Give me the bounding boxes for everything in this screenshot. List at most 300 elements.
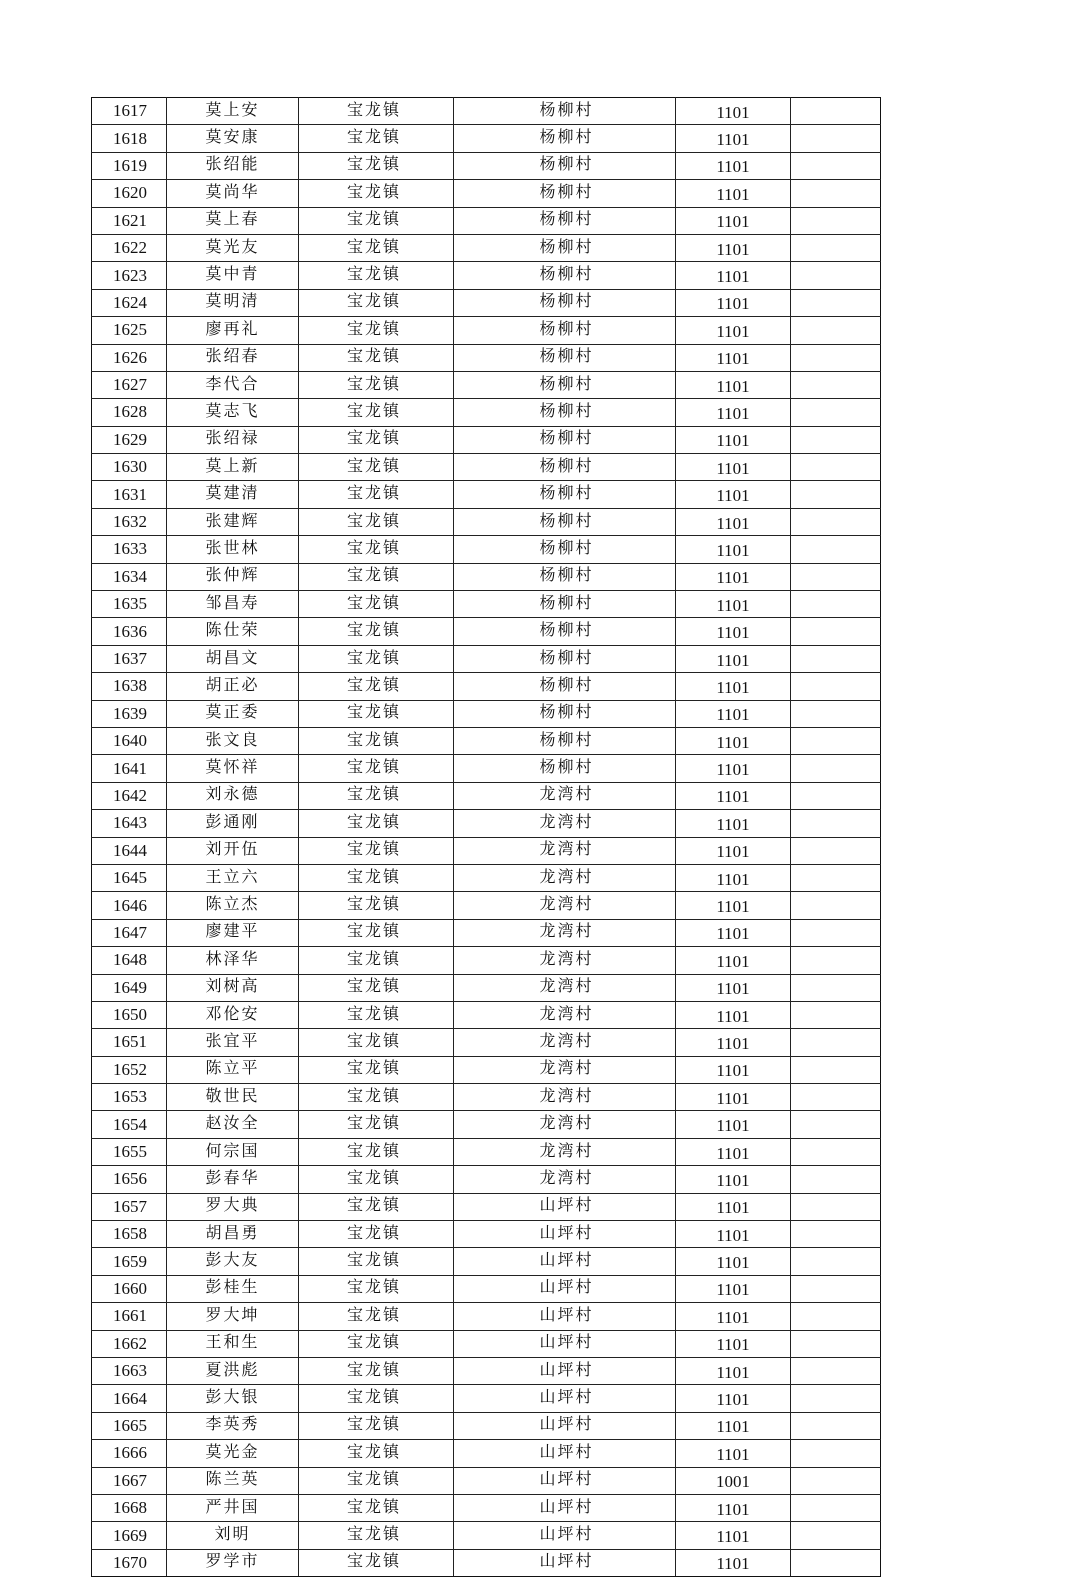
- code-cell: 1101: [676, 1221, 791, 1248]
- table-row: [92, 1001, 881, 1028]
- village-cell: 龙湾村: [454, 837, 676, 864]
- town-cell: 宝龙镇: [299, 1412, 454, 1439]
- name-cell: 李英秀: [167, 1412, 299, 1439]
- village-cell: 杨柳村: [454, 700, 676, 727]
- name-cell: 王和生: [167, 1330, 299, 1357]
- row-number-cell: 1664: [92, 1385, 167, 1412]
- name-cell: 邓伦安: [167, 1001, 299, 1028]
- row-number-cell: 1652: [92, 1056, 167, 1083]
- row-number-cell: 1653: [92, 1084, 167, 1111]
- code-cell: 1101: [676, 1193, 791, 1220]
- note-cell: [791, 1494, 881, 1521]
- town-cell: 宝龙镇: [299, 536, 454, 563]
- row-number-cell: 1650: [92, 1001, 167, 1028]
- town-cell: 宝龙镇: [299, 864, 454, 891]
- row-number-cell: 1645: [92, 864, 167, 891]
- name-cell: 莫明清: [167, 289, 299, 316]
- town-cell: 宝龙镇: [299, 1275, 454, 1302]
- row-number-cell: 1669: [92, 1522, 167, 1549]
- village-cell: 山坪村: [454, 1330, 676, 1357]
- code-cell: 1101: [676, 591, 791, 618]
- table-row: [92, 591, 881, 618]
- table-row: [92, 563, 881, 590]
- note-cell: [791, 1056, 881, 1083]
- town-cell: 宝龙镇: [299, 1549, 454, 1576]
- table-row: [92, 344, 881, 371]
- village-cell: 龙湾村: [454, 974, 676, 1001]
- row-number-cell: 1628: [92, 399, 167, 426]
- name-cell: 夏洪彪: [167, 1357, 299, 1384]
- code-cell: 1101: [676, 1522, 791, 1549]
- town-cell: 宝龙镇: [299, 727, 454, 754]
- note-cell: [791, 1111, 881, 1138]
- town-cell: 宝龙镇: [299, 98, 454, 125]
- row-number-cell: 1638: [92, 673, 167, 700]
- name-cell: 赵汝全: [167, 1111, 299, 1138]
- table-row: [92, 536, 881, 563]
- code-cell: 1101: [676, 974, 791, 1001]
- table-row: [92, 1029, 881, 1056]
- row-number-cell: 1659: [92, 1248, 167, 1275]
- name-cell: 张绍能: [167, 152, 299, 179]
- row-number-cell: 1634: [92, 563, 167, 590]
- name-cell: 张宜平: [167, 1029, 299, 1056]
- name-cell: 罗大典: [167, 1193, 299, 1220]
- note-cell: [791, 1275, 881, 1302]
- table-row: [92, 947, 881, 974]
- name-cell: 陈立杰: [167, 892, 299, 919]
- code-cell: 1101: [676, 864, 791, 891]
- code-cell: 1101: [676, 1494, 791, 1521]
- table-row: [92, 289, 881, 316]
- row-number-cell: 1649: [92, 974, 167, 1001]
- town-cell: 宝龙镇: [299, 508, 454, 535]
- table-row: [92, 98, 881, 125]
- name-cell: 张绍禄: [167, 426, 299, 453]
- note-cell: [791, 974, 881, 1001]
- row-number-cell: 1640: [92, 727, 167, 754]
- code-cell: 1101: [676, 1029, 791, 1056]
- code-cell: 1101: [676, 1357, 791, 1384]
- code-cell: 1101: [676, 1056, 791, 1083]
- town-cell: 宝龙镇: [299, 947, 454, 974]
- note-cell: [791, 755, 881, 782]
- row-number-cell: 1667: [92, 1467, 167, 1494]
- town-cell: 宝龙镇: [299, 1193, 454, 1220]
- code-cell: 1101: [676, 1412, 791, 1439]
- village-cell: 杨柳村: [454, 180, 676, 207]
- name-cell: 莫上春: [167, 207, 299, 234]
- table-row: [92, 864, 881, 891]
- village-cell: 山坪村: [454, 1522, 676, 1549]
- town-cell: 宝龙镇: [299, 262, 454, 289]
- code-cell: 1101: [676, 98, 791, 125]
- town-cell: 宝龙镇: [299, 563, 454, 590]
- note-cell: [791, 180, 881, 207]
- town-cell: 宝龙镇: [299, 1330, 454, 1357]
- row-number-cell: 1624: [92, 289, 167, 316]
- code-cell: 1101: [676, 262, 791, 289]
- town-cell: 宝龙镇: [299, 1138, 454, 1165]
- row-number-cell: 1651: [92, 1029, 167, 1056]
- table-row: [92, 1357, 881, 1384]
- note-cell: [791, 782, 881, 809]
- name-cell: 彭通刚: [167, 810, 299, 837]
- code-cell: 1101: [676, 892, 791, 919]
- code-cell: 1101: [676, 536, 791, 563]
- row-number-cell: 1647: [92, 919, 167, 946]
- town-cell: 宝龙镇: [299, 1522, 454, 1549]
- name-cell: 陈兰英: [167, 1467, 299, 1494]
- table-row: [92, 645, 881, 672]
- code-cell: 1101: [676, 1385, 791, 1412]
- table-row: [92, 1385, 881, 1412]
- name-cell: 刘开伍: [167, 837, 299, 864]
- name-cell: 邹昌寿: [167, 591, 299, 618]
- note-cell: [791, 1385, 881, 1412]
- village-cell: 山坪村: [454, 1221, 676, 1248]
- name-cell: 罗大坤: [167, 1303, 299, 1330]
- table-row: [92, 782, 881, 809]
- village-cell: 山坪村: [454, 1467, 676, 1494]
- note-cell: [791, 947, 881, 974]
- note-cell: [791, 1138, 881, 1165]
- code-cell: 1101: [676, 1330, 791, 1357]
- town-cell: 宝龙镇: [299, 618, 454, 645]
- name-cell: 胡昌勇: [167, 1221, 299, 1248]
- town-cell: 宝龙镇: [299, 974, 454, 1001]
- code-cell: 1101: [676, 454, 791, 481]
- row-number-cell: 1639: [92, 700, 167, 727]
- note-cell: [791, 1166, 881, 1193]
- code-cell: 1101: [676, 1001, 791, 1028]
- table-row: [92, 974, 881, 1001]
- name-cell: 陈仕荣: [167, 618, 299, 645]
- town-cell: 宝龙镇: [299, 1056, 454, 1083]
- name-cell: 胡昌文: [167, 645, 299, 672]
- note-cell: [791, 1549, 881, 1576]
- village-cell: 杨柳村: [454, 727, 676, 754]
- table-row: [92, 234, 881, 261]
- note-cell: [791, 289, 881, 316]
- note-cell: [791, 508, 881, 535]
- table-row: [92, 727, 881, 754]
- village-cell: 山坪村: [454, 1385, 676, 1412]
- note-cell: [791, 1522, 881, 1549]
- name-cell: 莫安康: [167, 125, 299, 152]
- table-row: [92, 1056, 881, 1083]
- note-cell: [791, 317, 881, 344]
- town-cell: 宝龙镇: [299, 919, 454, 946]
- village-cell: 龙湾村: [454, 1111, 676, 1138]
- note-cell: [791, 864, 881, 891]
- row-number-cell: 1621: [92, 207, 167, 234]
- note-cell: [791, 207, 881, 234]
- row-number-cell: 1623: [92, 262, 167, 289]
- name-cell: 莫光金: [167, 1440, 299, 1467]
- row-number-cell: 1618: [92, 125, 167, 152]
- table-row: [92, 125, 881, 152]
- note-cell: [791, 125, 881, 152]
- row-number-cell: 1635: [92, 591, 167, 618]
- row-number-cell: 1661: [92, 1303, 167, 1330]
- row-number-cell: 1619: [92, 152, 167, 179]
- row-number-cell: 1626: [92, 344, 167, 371]
- town-cell: 宝龙镇: [299, 700, 454, 727]
- note-cell: [791, 727, 881, 754]
- row-number-cell: 1625: [92, 317, 167, 344]
- town-cell: 宝龙镇: [299, 1494, 454, 1521]
- village-cell: 杨柳村: [454, 234, 676, 261]
- code-cell: 1101: [676, 180, 791, 207]
- village-cell: 龙湾村: [454, 1138, 676, 1165]
- table-row: [92, 1166, 881, 1193]
- code-cell: 1101: [676, 810, 791, 837]
- village-cell: 杨柳村: [454, 371, 676, 398]
- village-cell: 龙湾村: [454, 864, 676, 891]
- code-cell: 1101: [676, 947, 791, 974]
- village-cell: 龙湾村: [454, 1029, 676, 1056]
- table-row: [92, 371, 881, 398]
- note-cell: [791, 262, 881, 289]
- village-cell: 杨柳村: [454, 125, 676, 152]
- name-cell: 张文良: [167, 727, 299, 754]
- town-cell: 宝龙镇: [299, 1084, 454, 1111]
- row-number-cell: 1656: [92, 1166, 167, 1193]
- code-cell: 1101: [676, 125, 791, 152]
- village-cell: 杨柳村: [454, 426, 676, 453]
- code-cell: 1101: [676, 371, 791, 398]
- table-row: [92, 1248, 881, 1275]
- row-number-cell: 1666: [92, 1440, 167, 1467]
- name-cell: 莫怀祥: [167, 755, 299, 782]
- town-cell: 宝龙镇: [299, 645, 454, 672]
- town-cell: 宝龙镇: [299, 591, 454, 618]
- name-cell: 刘永德: [167, 782, 299, 809]
- table-row: [92, 207, 881, 234]
- town-cell: 宝龙镇: [299, 344, 454, 371]
- table-row: [92, 1138, 881, 1165]
- name-cell: 林泽华: [167, 947, 299, 974]
- name-cell: 敬世民: [167, 1084, 299, 1111]
- village-cell: 杨柳村: [454, 152, 676, 179]
- town-cell: 宝龙镇: [299, 1001, 454, 1028]
- village-cell: 龙湾村: [454, 947, 676, 974]
- row-number-cell: 1642: [92, 782, 167, 809]
- code-cell: 1101: [676, 289, 791, 316]
- code-cell: 1101: [676, 1248, 791, 1275]
- record-table: [91, 97, 881, 1577]
- code-cell: 1101: [676, 399, 791, 426]
- town-cell: 宝龙镇: [299, 454, 454, 481]
- village-cell: 杨柳村: [454, 618, 676, 645]
- town-cell: 宝龙镇: [299, 1221, 454, 1248]
- note-cell: [791, 1193, 881, 1220]
- code-cell: 1101: [676, 317, 791, 344]
- table-row: [92, 618, 881, 645]
- village-cell: 杨柳村: [454, 508, 676, 535]
- row-number-cell: 1629: [92, 426, 167, 453]
- note-cell: [791, 700, 881, 727]
- village-cell: 杨柳村: [454, 755, 676, 782]
- note-cell: [791, 919, 881, 946]
- town-cell: 宝龙镇: [299, 782, 454, 809]
- note-cell: [791, 1467, 881, 1494]
- record-table-body: [92, 98, 881, 1577]
- town-cell: 宝龙镇: [299, 1303, 454, 1330]
- name-cell: 彭桂生: [167, 1275, 299, 1302]
- table-row: [92, 1275, 881, 1302]
- town-cell: 宝龙镇: [299, 125, 454, 152]
- table-row: [92, 892, 881, 919]
- name-cell: 罗学市: [167, 1549, 299, 1576]
- town-cell: 宝龙镇: [299, 481, 454, 508]
- note-cell: [791, 344, 881, 371]
- code-cell: 1101: [676, 1138, 791, 1165]
- table-row: [92, 152, 881, 179]
- code-cell: 1101: [676, 344, 791, 371]
- note-cell: [791, 371, 881, 398]
- village-cell: 杨柳村: [454, 591, 676, 618]
- village-cell: 山坪村: [454, 1549, 676, 1576]
- code-cell: 1101: [676, 508, 791, 535]
- village-cell: 杨柳村: [454, 563, 676, 590]
- town-cell: 宝龙镇: [299, 755, 454, 782]
- town-cell: 宝龙镇: [299, 317, 454, 344]
- row-number-cell: 1668: [92, 1494, 167, 1521]
- town-cell: 宝龙镇: [299, 1440, 454, 1467]
- table-row: [92, 508, 881, 535]
- note-cell: [791, 673, 881, 700]
- village-cell: 杨柳村: [454, 481, 676, 508]
- code-cell: 1101: [676, 1275, 791, 1302]
- row-number-cell: 1617: [92, 98, 167, 125]
- village-cell: 龙湾村: [454, 1166, 676, 1193]
- table-row: [92, 262, 881, 289]
- table-row: [92, 919, 881, 946]
- code-cell: 1101: [676, 782, 791, 809]
- village-cell: 杨柳村: [454, 98, 676, 125]
- village-cell: 龙湾村: [454, 1056, 676, 1083]
- code-cell: 1101: [676, 152, 791, 179]
- town-cell: 宝龙镇: [299, 1248, 454, 1275]
- row-number-cell: 1646: [92, 892, 167, 919]
- note-cell: [791, 1029, 881, 1056]
- code-cell: 1001: [676, 1467, 791, 1494]
- town-cell: 宝龙镇: [299, 234, 454, 261]
- table-row: [92, 426, 881, 453]
- row-number-cell: 1658: [92, 1221, 167, 1248]
- row-number-cell: 1648: [92, 947, 167, 974]
- village-cell: 龙湾村: [454, 1084, 676, 1111]
- note-cell: [791, 810, 881, 837]
- village-cell: 山坪村: [454, 1193, 676, 1220]
- town-cell: 宝龙镇: [299, 289, 454, 316]
- name-cell: 张世林: [167, 536, 299, 563]
- row-number-cell: 1633: [92, 536, 167, 563]
- table-row: [92, 481, 881, 508]
- row-number-cell: 1670: [92, 1549, 167, 1576]
- name-cell: 张仲辉: [167, 563, 299, 590]
- table-row: [92, 673, 881, 700]
- town-cell: 宝龙镇: [299, 810, 454, 837]
- village-cell: 龙湾村: [454, 892, 676, 919]
- code-cell: 1101: [676, 1166, 791, 1193]
- row-number-cell: 1660: [92, 1275, 167, 1302]
- code-cell: 1101: [676, 1549, 791, 1576]
- code-cell: 1101: [676, 1303, 791, 1330]
- table-row: [92, 755, 881, 782]
- row-number-cell: 1644: [92, 837, 167, 864]
- note-cell: [791, 426, 881, 453]
- table-row: [92, 1467, 881, 1494]
- code-cell: 1101: [676, 700, 791, 727]
- note-cell: [791, 591, 881, 618]
- note-cell: [791, 98, 881, 125]
- code-cell: 1101: [676, 727, 791, 754]
- table-row: [92, 399, 881, 426]
- name-cell: 严井国: [167, 1494, 299, 1521]
- name-cell: 刘树高: [167, 974, 299, 1001]
- row-number-cell: 1627: [92, 371, 167, 398]
- name-cell: 廖再礼: [167, 317, 299, 344]
- note-cell: [791, 645, 881, 672]
- village-cell: 山坪村: [454, 1275, 676, 1302]
- row-number-cell: 1655: [92, 1138, 167, 1165]
- table-row: [92, 1111, 881, 1138]
- table-row: [92, 810, 881, 837]
- town-cell: 宝龙镇: [299, 1029, 454, 1056]
- village-cell: 龙湾村: [454, 919, 676, 946]
- town-cell: 宝龙镇: [299, 426, 454, 453]
- village-cell: 杨柳村: [454, 673, 676, 700]
- table-row: [92, 700, 881, 727]
- table-row: [92, 1494, 881, 1521]
- row-number-cell: 1643: [92, 810, 167, 837]
- town-cell: 宝龙镇: [299, 207, 454, 234]
- note-cell: [791, 234, 881, 261]
- note-cell: [791, 563, 881, 590]
- village-cell: 杨柳村: [454, 399, 676, 426]
- table-row: [92, 1330, 881, 1357]
- name-cell: 彭大银: [167, 1385, 299, 1412]
- name-cell: 莫中青: [167, 262, 299, 289]
- village-cell: 杨柳村: [454, 536, 676, 563]
- village-cell: 山坪村: [454, 1248, 676, 1275]
- row-number-cell: 1636: [92, 618, 167, 645]
- row-number-cell: 1641: [92, 755, 167, 782]
- name-cell: 彭大友: [167, 1248, 299, 1275]
- village-cell: 杨柳村: [454, 317, 676, 344]
- name-cell: 莫上安: [167, 98, 299, 125]
- note-cell: [791, 1357, 881, 1384]
- code-cell: 1101: [676, 234, 791, 261]
- note-cell: [791, 1412, 881, 1439]
- row-number-cell: 1632: [92, 508, 167, 535]
- code-cell: 1101: [676, 618, 791, 645]
- town-cell: 宝龙镇: [299, 1111, 454, 1138]
- table-row: [92, 454, 881, 481]
- code-cell: 1101: [676, 919, 791, 946]
- town-cell: 宝龙镇: [299, 1385, 454, 1412]
- town-cell: 宝龙镇: [299, 673, 454, 700]
- table-row: [92, 1193, 881, 1220]
- note-cell: [791, 1440, 881, 1467]
- row-number-cell: 1630: [92, 454, 167, 481]
- note-cell: [791, 454, 881, 481]
- name-cell: 何宗国: [167, 1138, 299, 1165]
- village-cell: 龙湾村: [454, 782, 676, 809]
